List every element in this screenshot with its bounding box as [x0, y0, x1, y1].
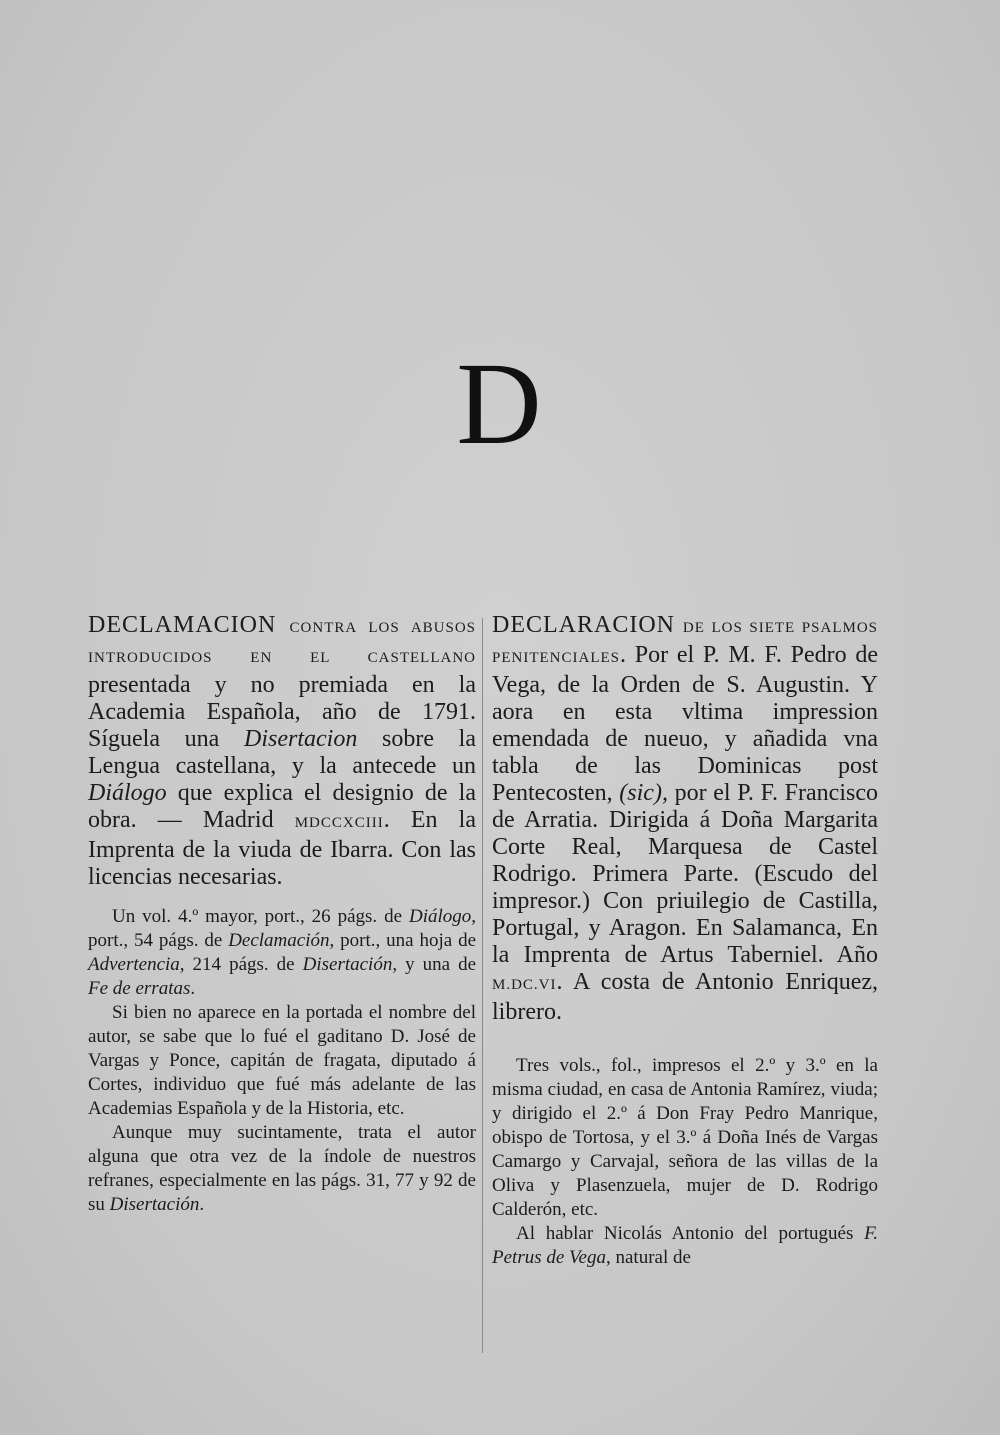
- entry-date-smallcaps: M.DC.VI: [492, 977, 557, 993]
- entry-text: por el P. F. Francisco de Arratia. Dirigida á Doña Margarita Corte Real, Marquesa de Castel Rodrigo. Primera Parte. (Escudo del impresor.) Con priuilegio de Castilla, Portugal, y Aragon. En Salamanca, En la Imprenta de Artus Taberniel. Año: [492, 780, 878, 968]
- entry-heading: DECLAMACION: [88, 612, 277, 638]
- entry-italic: Diálogo: [88, 780, 167, 806]
- note-paragraph: Aunque muy sucintamente, trata el autor alguna que otra vez de la índole de nuestros refranes, especialmente en las págs. 31, 77 y 92 de su Disertación.: [88, 1122, 476, 1215]
- entry-text: sobre la Lengua castellana, y la antecede un: [88, 726, 476, 779]
- entry-text: presentada y no premiada en la Academia Española, año de 1791. Síguela una: [88, 672, 476, 752]
- entry-heading-smallcaps: DE LOS SIETE PSALMOS PENITENCIALES: [492, 620, 879, 666]
- entry-date-smallcaps: MDCCXCIII: [294, 815, 384, 831]
- section-letter: D: [456, 338, 544, 469]
- entry-italic: (sic),: [619, 780, 668, 806]
- entry-heading: DECLARACION: [492, 612, 675, 638]
- entry-text: . A costa de Antonio Enriquez, librero.: [492, 969, 878, 1025]
- entry-italic: Disertacion: [244, 726, 358, 752]
- note-paragraph: Si bien no aparece en la portada el nombre del autor, se sabe que lo fué el gaditano D. José de Vargas y Ponce, capitán de fragata, diputado á Cortes, individuo que fué más adelante de las Academias Española y de la Historia, etc.: [88, 1002, 476, 1119]
- note-paragraph: Tres vols., fol., impresos el 2.º y 3.º en la misma ciudad, en casa de Antonia Ramírez, viuda; y dirigido el 2.º á Don Fray Pedro Manrique, obispo de Tortosa, y el 3.º á Doña Inés de Vargas Camargo y Carvajal, señora de las villas de la Oliva y Plasenzuela, mujer de D. Rodrigo Calderón, etc.: [492, 1055, 878, 1220]
- entry-notes: [88, 905, 476, 1217]
- entry-declaracion: [492, 612, 878, 1026]
- left-column: [88, 612, 476, 1217]
- note-paragraph: Un vol. 4.º mayor, port., 26 págs. de Diálogo, port., 54 págs. de Declamación, port., una hoja de Advertencia, 214 págs. de Disertación, y una de Fe de erratas.: [88, 906, 477, 999]
- entry-text: . Por el P. M. F. Pedro de Vega, de la Orden de S. Augustin. Y aora en esta vltima impression emendada de nueuo, y añadida vna tabla de las Dominicas post Pentecosten,: [492, 642, 878, 806]
- entry-heading-smallcaps: CONTRA LOS ABUSOS INTRODUCIDOS EN EL CASTELLANO: [88, 620, 477, 666]
- entry-declamacion: [88, 612, 476, 891]
- entry-notes: [492, 1054, 878, 1270]
- entry-text: que explica el designio de la obra. — Madrid: [88, 780, 476, 833]
- note-paragraph: Al hablar Nicolás Antonio del portugués F. Petrus de Vega, natural de: [492, 1223, 878, 1268]
- column-divider: [482, 618, 483, 1353]
- right-column: [492, 612, 878, 1270]
- entry-text: . En la Imprenta de la viuda de Ibarra. Con las licencias necesarias.: [88, 807, 476, 890]
